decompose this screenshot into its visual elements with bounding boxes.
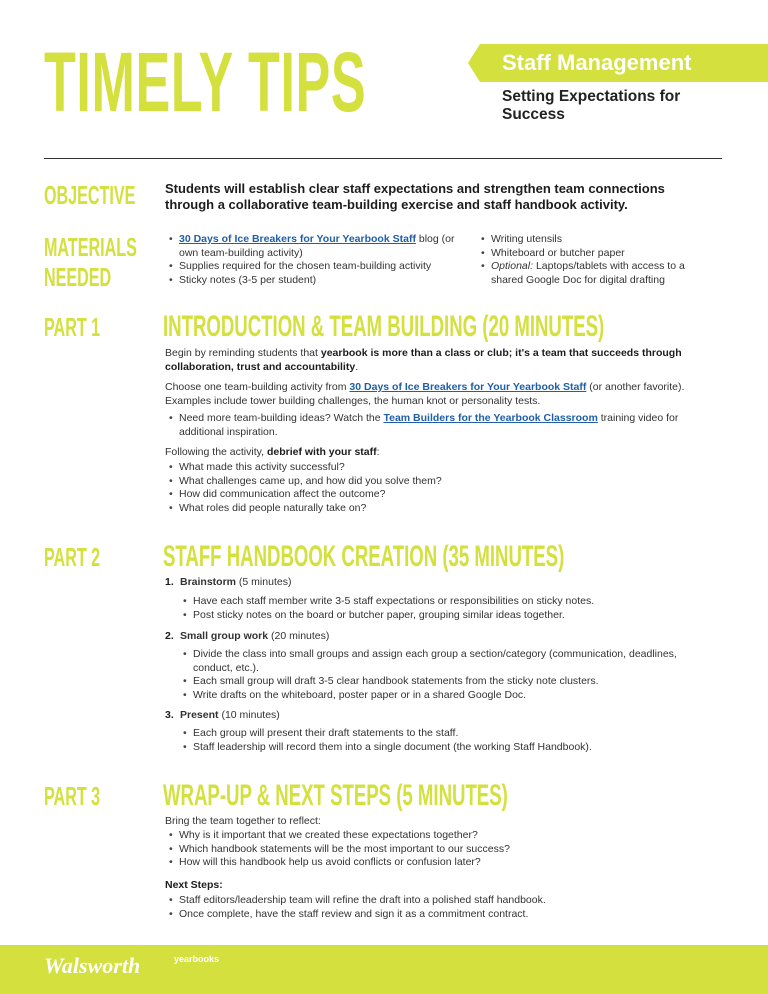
list-item: • Optional: Laptops/tablets with access to a shared Google Doc for digital drafting [477, 260, 717, 287]
materials-list-right [477, 233, 717, 287]
footer-bar [0, 945, 768, 994]
part3-heading: WRAP-UP & NEXT STEPS (5 MINUTES) [163, 779, 508, 812]
list-item: • What roles did people naturally take on? [165, 502, 705, 516]
step-3-list [179, 727, 699, 754]
list-item: • How will this handbook help us avoid conflicts or confusion later? [165, 856, 705, 870]
page-subtitle: Setting Expectations for Success [502, 88, 681, 123]
walsworth-logo-sub: yearbooks [174, 954, 220, 964]
ice-breakers-link-2[interactable]: 30 Days of Ice Breakers for Your Yearbook Staff [349, 381, 587, 393]
step-2: 2. Small group work (20 minutes) [165, 630, 330, 642]
materials-label-line2: NEEDED [44, 262, 112, 292]
materials-label-line1: MATERIALS [44, 232, 137, 262]
list-item: • Post sticky notes on the board or butcher paper, grouping similar ideas together. [179, 609, 699, 623]
part1-intro: Begin by reminding students that yearbook is more than a class or club; it's a team that succeeds through collaboration, trust and accountability. [165, 347, 682, 373]
list-item: • Whiteboard or butcher paper [477, 247, 717, 261]
part1-questions [165, 461, 705, 515]
list-item: • Supplies required for the chosen team-building activity [165, 260, 465, 274]
list-item: • Have each staff member write 3-5 staff expectations or responsibilities on sticky notes. [179, 595, 699, 609]
part2-label: PART 2 [44, 542, 101, 572]
step-1: 1. Brainstorm (5 minutes) [165, 576, 292, 588]
part3-label: PART 3 [44, 781, 101, 811]
step-2-list [179, 648, 679, 702]
step-1-list [179, 595, 699, 622]
part1-label: PART 1 [44, 312, 101, 342]
walsworth-logo: Walsworth [44, 953, 141, 978]
part3-questions [165, 829, 705, 870]
ice-breakers-link[interactable]: 30 Days of Ice Breakers for Your Yearbook Staff [179, 233, 416, 245]
list-item: • Why is it important that we created these expectations together? [165, 829, 705, 843]
list-item: • How did communication affect the outcome? [165, 488, 705, 502]
list-item: • Staff leadership will record them into a single document (the working Staff Handbook). [179, 741, 699, 755]
materials-list-left [165, 233, 465, 287]
list-item: • Each small group will draft 3-5 clear handbook statements from the sticky note clusters. [179, 675, 679, 689]
part2-heading: STAFF HANDBOOK CREATION (35 MINUTES) [163, 540, 565, 573]
objective-text: Students will establish clear staff expectations and strengthen team connections through a collaborative team-building exercise and staff handbook activity. [165, 181, 665, 212]
next-steps-label: Next Steps: [165, 879, 223, 891]
header-divider [44, 158, 722, 159]
list-item: • Staff editors/leadership team will refine the draft into a polished staff handbook. [165, 894, 705, 908]
list-item: • Which handbook statements will be the most important to our success? [165, 843, 705, 857]
list-item: • Writing utensils [477, 233, 717, 247]
list-item: • Each group will present their draft statements to the staff. [179, 727, 699, 741]
list-item: • What made this activity successful? [165, 461, 705, 475]
list-item: • 30 Days of Ice Breakers for Your Yearbook Staff blog (or own team-building activity) [165, 233, 465, 260]
topic-badge [480, 44, 768, 82]
part1-activity: Choose one team-building activity from 30 Days of Ice Breakers for Your Yearbook Staff (or another favorite). Examples include tower building challenges, the human knot or personality tests. [165, 381, 685, 407]
part1-debrief: Following the activity, debrief with your staff: [165, 446, 380, 458]
topic-badge-label: Staff Management [502, 50, 692, 75]
list-item: • Need more team-building ideas? Watch the Team Builders for the Yearbook Classroom training video for additional inspiration. [165, 412, 705, 439]
list-item: • Divide the class into small groups and assign each group a section/category (communication, deadlines, conduct, etc.). [179, 648, 679, 675]
page-title: TIMELY TIPS [44, 35, 367, 129]
next-steps-list [165, 894, 705, 921]
part1-ideas-list [165, 412, 705, 439]
objective-label: OBJECTIVE [44, 180, 136, 210]
list-item: • Once complete, have the staff review and sign it as a commitment contract. [165, 908, 705, 922]
step-3: 3. Present (10 minutes) [165, 709, 280, 721]
list-item: • Write drafts on the whiteboard, poster paper or in a shared Google Doc. [179, 689, 679, 703]
part1-heading: INTRODUCTION & TEAM BUILDING (20 MINUTES) [163, 310, 605, 343]
list-item: • Sticky notes (3-5 per student) [165, 274, 465, 288]
part3-intro: Bring the team together to reflect: [165, 815, 321, 827]
list-item: • What challenges came up, and how did you solve them? [165, 475, 705, 489]
team-builders-link[interactable]: Team Builders for the Yearbook Classroom [383, 412, 598, 424]
